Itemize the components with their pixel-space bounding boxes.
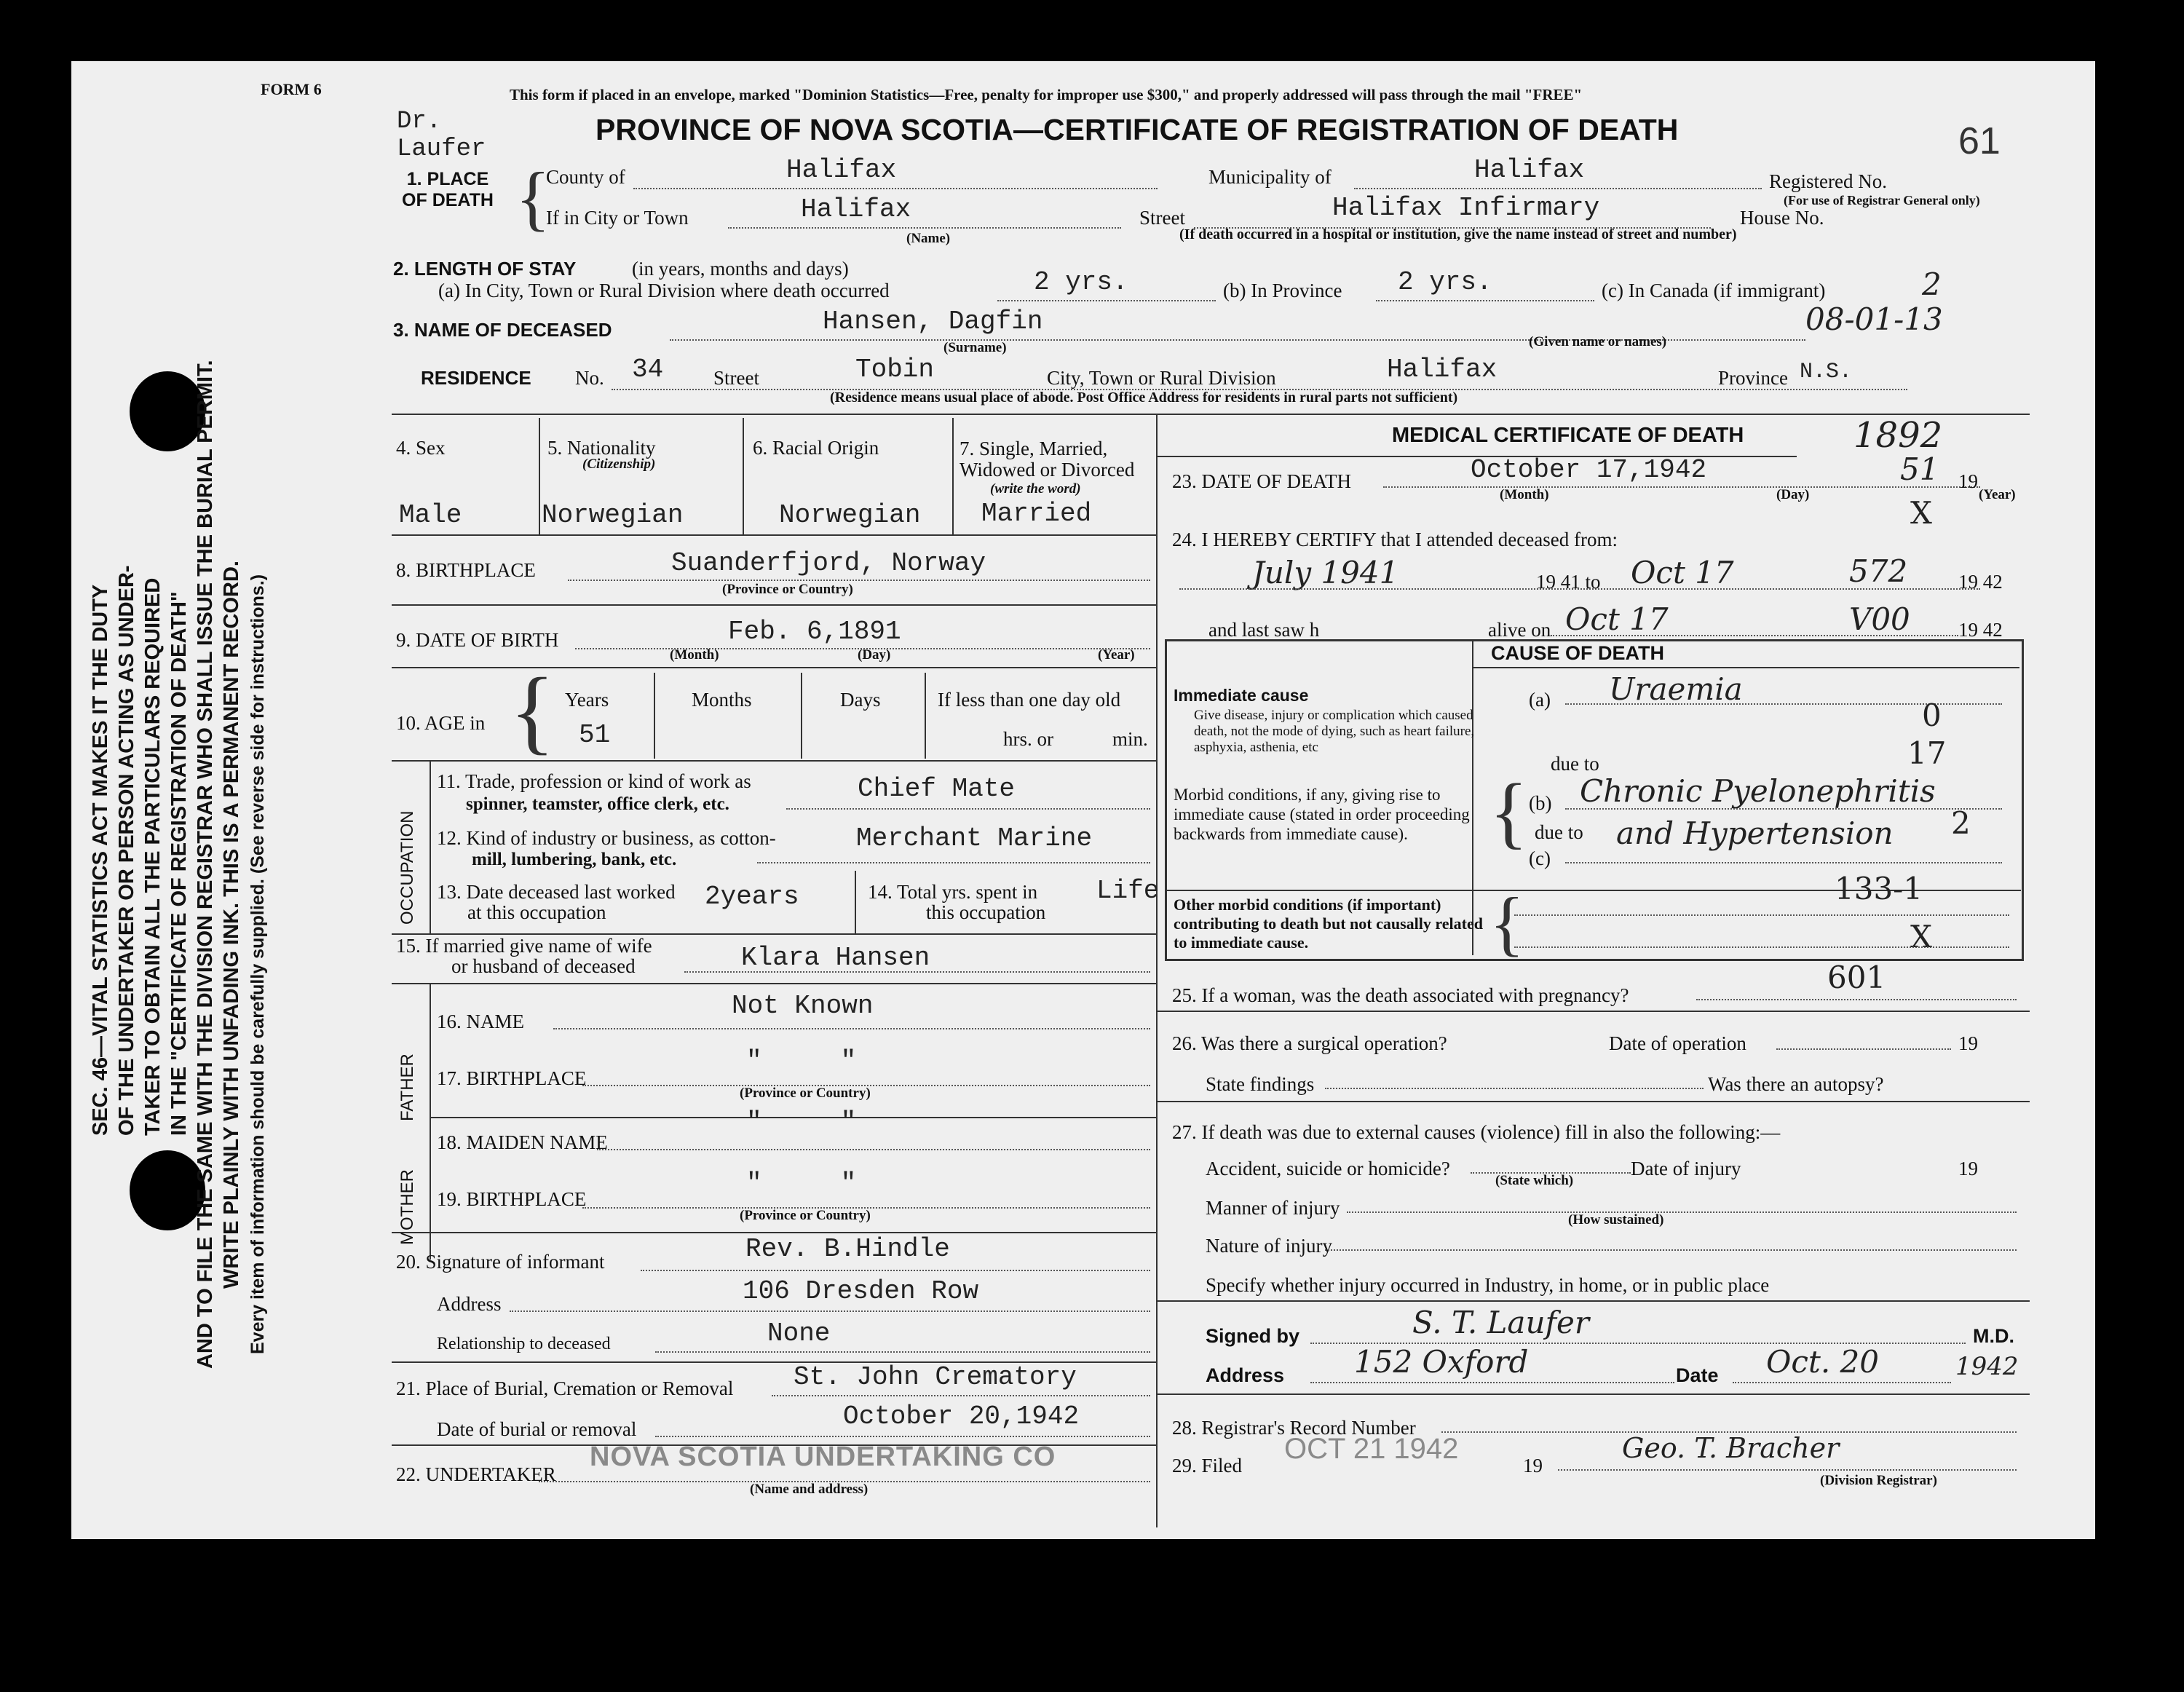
cause-a-value: Uraemia <box>1609 671 1743 707</box>
house-no-label: House No. <box>1740 207 1824 229</box>
age-days-label: Days <box>840 689 881 711</box>
street-value: Halifax Infirmary <box>1332 193 1600 223</box>
physician-date-label: Date <box>1676 1364 1719 1386</box>
filed-stamp: OCT 21 1942 <box>1284 1433 1459 1465</box>
manner-label: Manner of injury <box>1206 1197 1340 1219</box>
age-hrs-label: hrs. or <box>1003 728 1053 750</box>
death-day-note: (Day) <box>1776 487 1810 502</box>
mother-birthplace-label: 19. BIRTHPLACE <box>437 1188 587 1210</box>
informant-signature: Rev. B.Hindle <box>745 1234 950 1264</box>
stay-city-value: 2 yrs. <box>1034 267 1128 297</box>
last-saw-value: Oct 17 <box>1565 601 1669 637</box>
age-min-label: min. <box>1112 728 1148 750</box>
burial-date-value: October 20,1942 <box>843 1402 1080 1431</box>
medical-code-8: 2 <box>1951 805 1971 841</box>
father-side-label: FATHER <box>397 1053 417 1121</box>
stay-canada-label: (c) In Canada (if immigrant) <box>1602 280 1826 301</box>
operation-19: 19 <box>1958 1032 1978 1054</box>
institution-note: (If death occurred in a hospital or institution, give the name instead of street and number) <box>1179 226 1737 242</box>
last-saw-19: 19 42 <box>1958 619 2003 641</box>
residence-city-label: City, Town or Rural Division <box>1047 367 1276 389</box>
medical-code-6: 0 <box>1922 697 1942 733</box>
physician-address: 152 Oxford <box>1354 1344 1529 1380</box>
informant-label: 20. Signature of informant <box>396 1251 605 1273</box>
relationship-value: None <box>767 1319 831 1348</box>
state-which-note: (State which) <box>1495 1173 1574 1188</box>
residence-note: (Residence means usual place of abode. Post Office Address for residents in rural parts not sufficient) <box>830 390 1458 406</box>
informant-address-label: Address <box>437 1293 502 1315</box>
physician-signature: S. T. Laufer <box>1412 1305 1589 1340</box>
surgical-op-label: 26. Was there a surgical operation? <box>1172 1032 1447 1054</box>
due-to-2: due to <box>1535 821 1583 843</box>
relationship-label: Relationship to deceased <box>437 1335 611 1353</box>
sidebar-line: TAKER TO OBTAIN ALL THE PARTICULARS REQUIRED <box>141 577 165 1136</box>
nationality-value: Norwegian <box>542 500 684 530</box>
father-name-label: 16. NAME <box>437 1011 524 1032</box>
other-morbid-label: Other morbid conditions (if important) contributing to death but not causally related to immediate cause. <box>1174 896 1483 952</box>
medical-code-10: X <box>1910 919 1932 954</box>
medical-code-2: 51 <box>1900 451 1939 487</box>
physician-date-year: 1942 <box>1955 1352 2019 1381</box>
occupation-side-label: OCCUPATION <box>397 810 417 925</box>
dob-day-note: (Day) <box>858 647 891 663</box>
residence-street: Tobin <box>855 355 935 384</box>
father-province-note: (Province or Country) <box>740 1086 871 1101</box>
mother-side-label: MOTHER <box>397 1169 417 1245</box>
racial-origin-label: 6. Racial Origin <box>753 437 879 459</box>
sidebar-line: Every item of information should be carefully supplied. (See reverse side for instructions.) <box>248 574 268 1354</box>
nationality-note: (Citizenship) <box>582 456 656 472</box>
q11-examples: spinner, teamster, office clerk, etc. <box>466 794 729 814</box>
mother-province-note: (Province or Country) <box>740 1208 871 1223</box>
autopsy-label: Was there an autopsy? <box>1708 1073 1884 1095</box>
signed-by-label: Signed by <box>1206 1325 1300 1347</box>
municipality-label: Municipality of <box>1208 166 1332 188</box>
attended-to: Oct 17 <box>1631 555 1734 590</box>
nationality-label: 5. Nationality <box>547 437 656 459</box>
q13-label: 13. Date deceased last worked <box>437 881 676 903</box>
residence-no: 34 <box>632 355 664 384</box>
state-findings-label: State findings <box>1206 1073 1315 1095</box>
burial-date-label: Date of burial or removal <box>437 1418 637 1440</box>
medical-code-1: 1892 <box>1853 415 1943 456</box>
burial-place-label: 21. Place of Burial, Cremation or Removal <box>396 1377 734 1399</box>
mother-maiden-value: " " <box>746 1107 857 1137</box>
accident-label: Accident, suicide or homicide? <box>1206 1158 1450 1179</box>
father-birthplace-value: " " <box>746 1046 857 1076</box>
mother-maiden-label: 18. MAIDEN NAME <box>437 1131 608 1153</box>
attended-19b: 19 42 <box>1958 571 2003 593</box>
registered-note: (For use of Registrar General only) <box>1784 193 1980 207</box>
residence-street-label: Street <box>713 367 759 389</box>
q15-note: or husband of deceased <box>451 955 636 977</box>
length-of-stay-label: 2. LENGTH OF STAY <box>393 258 577 280</box>
sidebar-line: OF THE UNDERTAKER OR PERSON ACTING AS UNDER- <box>115 565 138 1136</box>
sidebar-line: IN THE "CERTIFICATE OF REGISTRATION OF DEATH" <box>167 591 191 1136</box>
q11-label: 11. Trade, profession or kind of work as <box>437 770 751 792</box>
age-less-label: If less than one day old <box>938 689 1121 711</box>
pregnancy-label: 25. If a woman, was the death associated with pregnancy? <box>1172 984 1629 1006</box>
md-label: M.D. <box>1973 1325 2014 1347</box>
age-months-label: Months <box>692 689 752 711</box>
medical-code-5: V00 <box>1849 601 1910 637</box>
attended-19a: 19 41 to <box>1536 571 1601 593</box>
sidebar-line: WRITE PLAINLY WITH UNFADING INK. THIS IS A PERMANENT RECORD. <box>220 561 243 1289</box>
attended-from: July 1941 <box>1252 555 1399 590</box>
marital-note: (write the word) <box>990 481 1081 497</box>
trade-value: Chief Mate <box>858 774 1016 804</box>
name-note: (Name) <box>906 231 951 246</box>
registered-no-label: Registered No. <box>1769 170 1887 192</box>
residence-province-label: Province <box>1718 367 1788 389</box>
father-birthplace-label: 17. BIRTHPLACE <box>437 1067 587 1089</box>
q15-label: 15. If married give name of wife <box>396 935 652 957</box>
margin-note-laufer: Laufer <box>397 135 486 163</box>
medical-code-11: 601 <box>1827 960 1886 995</box>
medical-code-3: X <box>1910 495 1932 531</box>
county-label: County of <box>546 166 625 188</box>
birthplace-value: Suanderfjord, Norway <box>671 548 986 578</box>
morbid-conditions-label: Morbid conditions, if any, giving rise to immediate cause (stated in order proceeding backwards from immediate cause). <box>1174 786 1470 843</box>
certify-label: 24. I HEREBY CERTIFY that I attended deceased from: <box>1172 529 1618 550</box>
cause-b-value: Chronic Pyelonephritis <box>1580 773 1936 809</box>
cause-c-value: and Hypertension <box>1616 815 1894 851</box>
date-of-injury-label: Date of injury <box>1631 1158 1741 1179</box>
margin-note-dr: Dr. <box>397 108 442 135</box>
racial-origin-value: Norwegian <box>779 500 921 530</box>
given-name-note: (Given name or names) <box>1529 334 1667 349</box>
deceased-name: Hansen, Dagfin <box>823 307 1043 336</box>
marital-status-label: 7. Single, Married, Widowed or Divorced <box>960 438 1135 481</box>
external-causes-label: 27. If death was due to external causes (violence) fill in also the following:— <box>1172 1121 1781 1143</box>
specify-label: Specify whether injury occurred in Industry, in home, or in public place <box>1206 1274 1770 1296</box>
surname-note: (Surname) <box>943 340 1007 355</box>
mother-birthplace-value: " " <box>746 1169 857 1198</box>
q13-note: at this occupation <box>467 901 606 923</box>
medical-heading: MEDICAL CERTIFICATE OF DEATH <box>1392 424 1744 447</box>
division-registrar-note: (Division Registrar) <box>1820 1473 1937 1488</box>
spouse-value: Klara Hansen <box>741 943 930 973</box>
q14-label: 14. Total yrs. spent in <box>868 881 1038 903</box>
age-years-value: 51 <box>579 720 611 750</box>
residence-city: Halifax <box>1387 355 1497 384</box>
residence-label: RESIDENCE <box>421 367 531 389</box>
death-year-note: (Year) <box>1979 487 2016 502</box>
stay-province-label: (b) In Province <box>1223 280 1342 301</box>
county-value: Halifax <box>786 155 897 185</box>
informant-address: 106 Dresden Row <box>743 1276 979 1306</box>
registrar-record-label: 28. Registrar's Record Number <box>1172 1417 1416 1439</box>
last-worked-value: 2years <box>705 882 799 912</box>
death-month-note: (Month) <box>1500 487 1549 502</box>
undertaker-note: (Name and address) <box>750 1482 869 1497</box>
medical-code-9: 133-1 <box>1835 871 1923 906</box>
immediate-cause-label: Immediate cause <box>1174 686 1309 705</box>
page-number: 61 <box>1958 120 2001 162</box>
industry-value: Merchant Marine <box>856 823 1093 853</box>
medical-code-4: 572 <box>1849 553 1908 589</box>
cause-heading: CAUSE OF DEATH <box>1491 642 1665 664</box>
place-of-death-label: 1. PLACE OF DEATH <box>402 169 494 210</box>
length-of-stay-note: (in years, months and days) <box>632 258 849 280</box>
sidebar-line: AND TO FILE THE SAME WITH THE DIVISION REGISTRAR WHO SHALL ISSUE THE BURIAL PERMIT. <box>194 360 217 1369</box>
physician-address-label: Address <box>1206 1364 1285 1386</box>
stay-canada-value: 2 <box>1922 266 1942 302</box>
birthplace-note: (Province or Country) <box>722 582 853 597</box>
immediate-cause-note: Give disease, injury or complication which caused death, not the mode of dying, such as heart failure, asphyxia, asthenia, etc <box>1194 708 1475 755</box>
sidebar-line: SEC. 46—VITAL STATISTICS ACT MAKES IT THE DUTY <box>89 584 112 1136</box>
street-label: Street <box>1139 207 1185 229</box>
filed-19: 19 <box>1523 1455 1543 1476</box>
stay-city-label: (a) In City, Town or Rural Division where death occurred <box>438 280 890 301</box>
deceased-code: 08-01-13 <box>1805 301 1943 337</box>
date-of-operation-label: Date of operation <box>1609 1032 1746 1054</box>
city-label: If in City or Town <box>546 207 689 229</box>
undertaker-label: 22. UNDERTAKER <box>396 1463 556 1485</box>
mail-notice: This form if placed in an envelope, marked "Dominion Statistics—Free, penalty for improper use $300," and properly addressed will pass through the mail "FREE" <box>510 86 1583 103</box>
alive-on-label: alive on <box>1488 619 1551 641</box>
cause-c-label: (c) <box>1529 847 1551 869</box>
last-saw-label: and last saw h <box>1208 619 1320 641</box>
dob-month-note: (Month) <box>670 647 719 663</box>
q14-note: this occupation <box>926 901 1046 923</box>
filed-label: 29. Filed <box>1172 1455 1243 1476</box>
residence-no-label: No. <box>575 367 604 389</box>
marital-value: Married <box>981 499 1092 529</box>
cause-a-label: (a) <box>1529 689 1551 711</box>
sex-label: 4. Sex <box>396 437 446 459</box>
city-value: Halifax <box>801 194 911 224</box>
physician-date: Oct. 20 <box>1766 1344 1879 1380</box>
total-years-value: Life <box>1096 876 1160 906</box>
sex-value: Male <box>399 500 462 530</box>
due-to-1: due to <box>1551 753 1599 775</box>
stay-province-value: 2 yrs. <box>1398 267 1492 297</box>
residence-province: N.S. <box>1800 360 1853 384</box>
birthplace-label: 8. BIRTHPLACE <box>396 559 536 581</box>
nature-label: Nature of injury <box>1206 1235 1332 1257</box>
name-of-deceased-label: 3. NAME OF DECEASED <box>393 319 612 341</box>
date-of-death-label: 23. DATE OF DEATH <box>1172 470 1351 492</box>
q12-label: 12. Kind of industry or business, as cotton- <box>437 827 776 849</box>
father-name-value: Not Known <box>732 991 874 1021</box>
medical-code-7: 17 <box>1907 735 1947 771</box>
age-years-label: Years <box>565 689 609 711</box>
how-sustained-note: (How sustained) <box>1568 1212 1664 1228</box>
burial-place-value: St. John Crematory <box>794 1362 1077 1392</box>
date-of-death-value: October 17,1942 <box>1471 455 1707 485</box>
dob-year-note: (Year) <box>1098 647 1135 663</box>
age-label: 10. AGE in <box>396 712 486 734</box>
registrar-signature: Geo. T. Bracher <box>1622 1432 1840 1464</box>
undertaker-stamp: NOVA SCOTIA UNDERTAKING CO <box>590 1442 1056 1472</box>
dob-value: Feb. 6,1891 <box>728 617 901 647</box>
dob-label: 9. DATE OF BIRTH <box>396 629 559 651</box>
page-title: PROVINCE OF NOVA SCOTIA—CERTIFICATE OF REGISTRATION OF DEATH <box>596 113 1679 146</box>
cause-b-label: (b) <box>1529 792 1552 814</box>
injury-19: 19 <box>1958 1158 1978 1179</box>
death-19: 19 <box>1958 470 1978 492</box>
q12-examples: mill, lumbering, bank, etc. <box>472 850 677 869</box>
form-number: FORM 6 <box>261 80 322 98</box>
municipality-value: Halifax <box>1474 155 1585 185</box>
